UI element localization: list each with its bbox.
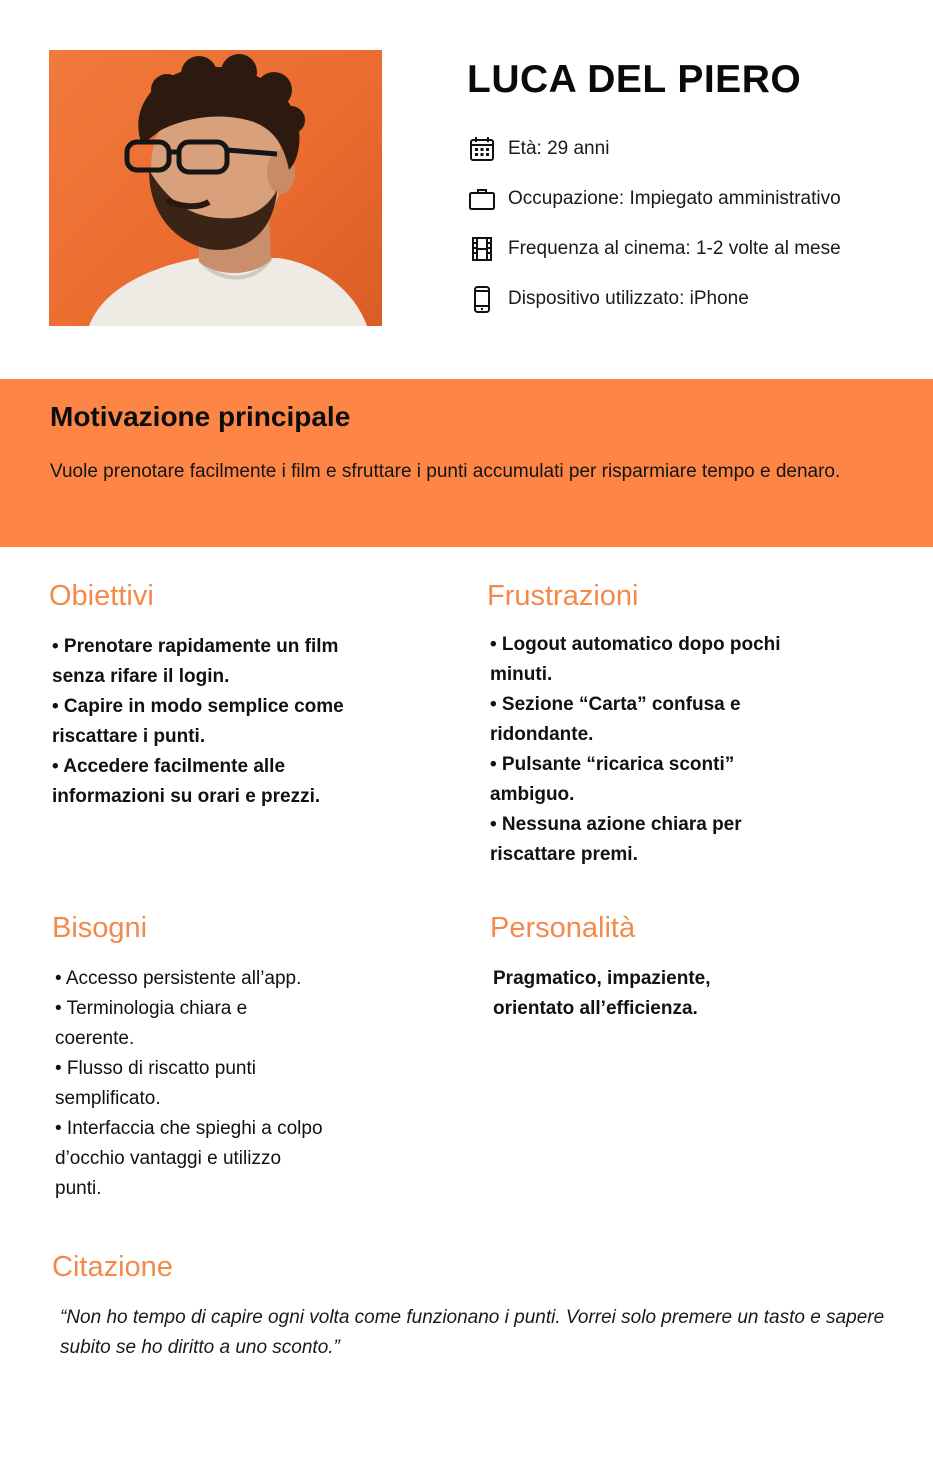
list-item: ambiguo. (490, 784, 575, 805)
smartphone-icon (468, 285, 496, 313)
detail-cinema-frequency-text: Frequenza al cinema: 1-2 volte al mese (508, 238, 841, 259)
detail-occupation (468, 174, 908, 224)
detail-cinema-frequency (468, 224, 908, 274)
personality-text (493, 964, 711, 1024)
list-item: punti. (55, 1178, 102, 1199)
list-item: • Flusso di riscatto punti (55, 1058, 256, 1079)
persona-details (468, 124, 908, 324)
personality-title: Personalità (490, 912, 636, 944)
needs-title: Bisogni (52, 912, 148, 944)
frustrations-title: Frustrazioni (487, 580, 639, 612)
motivation-banner (0, 379, 933, 547)
list-item: • Accesso persistente all’app. (55, 968, 302, 989)
list-item: • Sezione “Carta” confusa e (490, 694, 741, 715)
detail-device (468, 274, 908, 324)
film-icon (468, 235, 496, 263)
list-item: riscattare premi. (490, 844, 638, 865)
briefcase-icon (468, 185, 496, 213)
list-item: • Capire in modo semplice come (52, 696, 344, 717)
portrait-illustration (49, 50, 382, 326)
goals-title: Obiettivi (49, 580, 154, 612)
list-item: minuti. (490, 664, 553, 685)
needs-list (55, 964, 323, 1204)
list-item: • Accedere facilmente alle (52, 756, 286, 777)
list-item: riscattare i punti. (52, 726, 206, 747)
list-item: • Interfaccia che spieghi a colpo (55, 1118, 323, 1139)
list-item: • Logout automatico dopo pochi (490, 634, 781, 655)
frustrations-list (490, 630, 781, 870)
quote-title: Citazione (52, 1251, 173, 1283)
list-item: • Nessuna azione chiara per (490, 814, 742, 835)
detail-device-text: Dispositivo utilizzato: iPhone (508, 288, 749, 309)
list-item: semplificato. (55, 1088, 161, 1109)
persona-name: LUCA DEL PIERO (467, 58, 802, 101)
detail-age (468, 124, 908, 174)
list-item: senza rifare il login. (52, 666, 230, 687)
list-item: orientato all’efficienza. (493, 998, 698, 1019)
list-item: • Prenotare rapidamente un film (52, 636, 339, 657)
list-item: d’occhio vantaggi e utilizzo (55, 1148, 282, 1169)
quote-text: “Non ho tempo di capire ogni volta come funzionano i punti. Vorrei solo premere un tasto e sapere subito se ho diritto a uno sconto.” (60, 1307, 885, 1358)
detail-occupation-text: Occupazione: Impiegato amministrativo (508, 188, 841, 209)
list-item: • Terminologia chiara e (55, 998, 248, 1019)
list-item: ridondante. (490, 724, 594, 745)
list-item: coerente. (55, 1028, 135, 1049)
list-item: informazioni su orari e prezzi. (52, 786, 321, 807)
detail-age-text: Età: 29 anni (508, 138, 610, 159)
motivation-title: Motivazione principale (50, 401, 351, 432)
calendar-icon (468, 135, 496, 163)
list-item: Pragmatico, impaziente, (493, 968, 711, 989)
goals-list (52, 632, 344, 812)
persona-photo (49, 50, 382, 326)
motivation-text: Vuole prenotare facilmente i film e sfruttare i punti accumulati per risparmiare tempo e denaro. (50, 461, 841, 482)
list-item: • Pulsante “ricarica sconti” (490, 754, 735, 775)
